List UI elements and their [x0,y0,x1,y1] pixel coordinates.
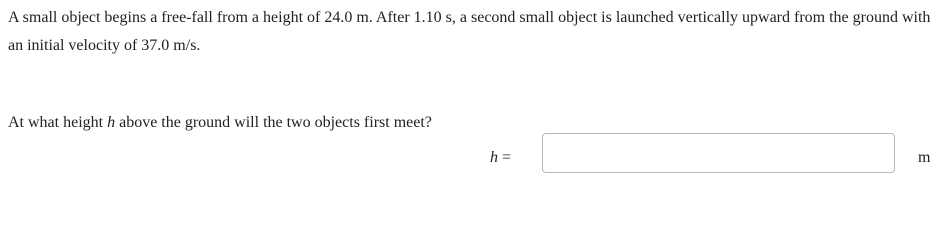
problem-statement: A small object begins a free-fall from a height of 24.0 m. After 1.10 s, a second small object is launched vertically upward from the ground with an initial velocity of 37.0 m/s. [8,9,931,54]
answer-input[interactable] [542,133,895,173]
question-suffix: above the ground will the two objects first meet? [115,114,432,131]
answer-variable: h [490,149,498,166]
answer-unit: m [918,149,931,166]
question-variable: h [107,114,116,131]
question-prefix: At what height [8,114,108,131]
answer-label [490,144,511,172]
answer-equals: = [498,149,512,166]
question-text [8,109,448,137]
